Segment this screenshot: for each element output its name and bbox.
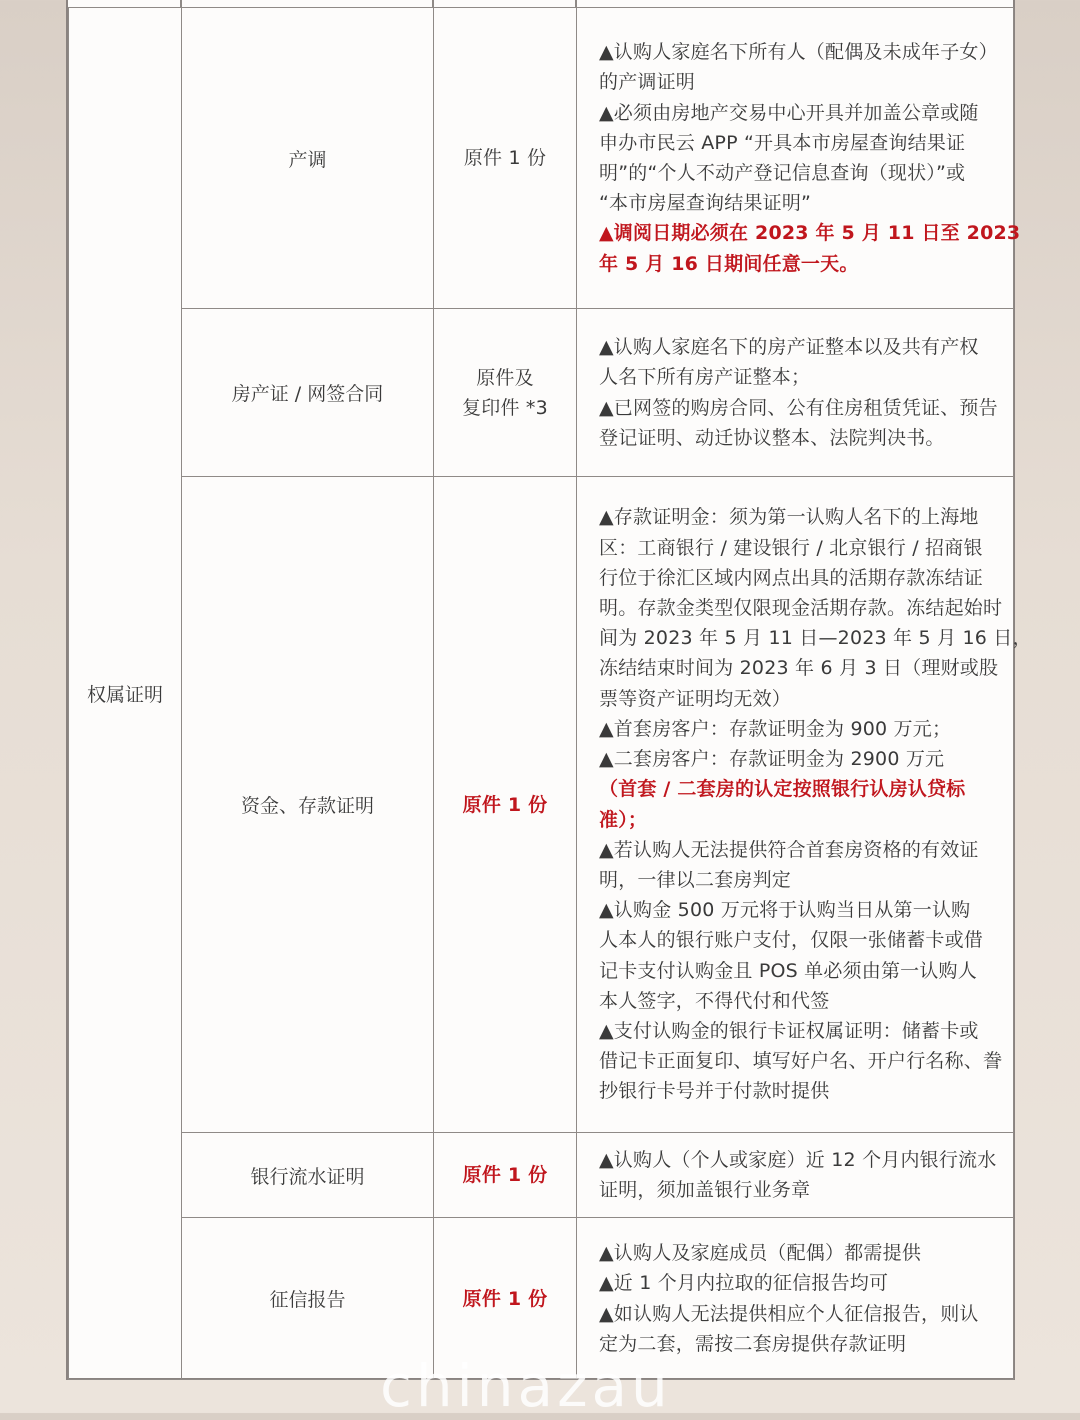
requirement-line: 冻结结束时间为 2023 年 6 月 3 日（理财或股	[599, 657, 999, 680]
quantity-cell	[434, 309, 577, 477]
requirement-line: 记卡支付认购金且 POS 单必须由第一认购人	[599, 959, 977, 982]
quantity-text: 原件及	[476, 366, 534, 389]
table-top-continuation	[68, 0, 1013, 7]
table-row	[69, 8, 1014, 309]
requirement-line: ▲若认购人无法提供符合首套房资格的有效证	[599, 838, 979, 861]
table-row	[69, 477, 1014, 1133]
requirement-line: ▲二套房客户：存款证明金为 2900 万元	[599, 748, 945, 771]
item-name: 房产证 / 网签合同	[231, 383, 384, 405]
requirement-line: 明”的“个人不动产登记信息查询（现状）”或	[599, 162, 966, 184]
quantity-text: 原件 1 份	[462, 1287, 548, 1310]
quantity-cell	[434, 477, 577, 1133]
quantity-text: 原件 1 份	[462, 1164, 548, 1186]
section-label: 权属证明	[86, 684, 163, 706]
requirement-line: 本人签字，不得代付和代签	[599, 989, 830, 1012]
requirement-line: ▲认购人及家庭成员（配偶）都需提供	[599, 1242, 922, 1265]
quantity-cell	[434, 1133, 577, 1218]
requirement-line: 抄银行卡号并于付款时提供	[599, 1080, 830, 1103]
watermark-text: chinazau	[380, 1352, 672, 1420]
requirement-cell	[577, 309, 1014, 477]
requirement-line: 定为二套，需按二套房提供存款证明	[599, 1332, 907, 1355]
requirement-cell	[577, 477, 1032, 1133]
requirement-line: ▲已网签的购房合同、公有住房租赁凭证、预告	[599, 396, 998, 419]
item-name-cell	[182, 8, 434, 309]
quantity-text: 原件 1 份	[463, 147, 547, 169]
requirement-line: ▲认购人（个人或家庭）近 12 个月内银行流水	[599, 1148, 997, 1171]
requirements-sheet	[66, 0, 1032, 1380]
requirement-line: （首套 / 二套房的认定按照银行认房认贷标	[599, 778, 966, 801]
requirement-line: ▲存款证明金：须为第一认购人名下的上海地	[599, 506, 979, 529]
requirement-line: 借记卡正面复印、填写好户名、开户行名称、誊	[599, 1050, 1003, 1073]
requirement-line: 证明，须加盖银行业务章	[599, 1179, 811, 1201]
requirement-line: 票等资产证明均无效）	[599, 687, 792, 710]
requirement-line: ▲调阅日期必须在 2023 年 5 月 11 日至 2023	[599, 222, 1021, 245]
item-name: 产调	[288, 148, 327, 171]
item-name: 征信报告	[269, 1289, 346, 1311]
requirement-line: ▲如认购人无法提供相应个人征信报告，则认	[599, 1302, 979, 1325]
table-row	[69, 309, 1014, 477]
item-name: 资金、存款证明	[240, 795, 374, 817]
requirement-line: 明。存款金类型仅限现金活期存款。冻结起始时	[599, 597, 1003, 620]
requirement-line: 间为 2023 年 5 月 11 日—2023 年 5 月 16 日，	[599, 627, 1032, 650]
requirement-line: 准）；	[599, 808, 648, 831]
item-name-cell	[182, 1133, 434, 1218]
requirement-line: ▲支付认购金的银行卡证权属证明：储蓄卡或	[599, 1019, 979, 1042]
requirement-line: 申办市民云 APP “开具本市房屋查询结果证	[599, 131, 966, 154]
requirement-line: 行位于徐汇区域内网点出具的活期存款冻结证	[599, 566, 984, 589]
requirement-line: 人本人的银行账户支付，仅限一张储蓄卡或借	[599, 929, 984, 952]
requirement-line: ▲认购金 500 万元将于认购当日从第一认购	[599, 899, 971, 922]
requirement-line: 明，一律以二套房判定	[599, 868, 792, 891]
requirement-line: 登记证明、动迁协议整本、法院判决书。	[599, 426, 945, 449]
requirement-line: ▲认购人家庭名下的房产证整本以及共有产权	[599, 336, 979, 359]
quantity-text: 复印件 *3	[462, 396, 548, 419]
requirement-line: 人名下所有房产证整本；	[599, 366, 811, 389]
table-row	[69, 1133, 1014, 1218]
quantity-cell	[434, 8, 577, 309]
requirement-line: ▲认购人家庭名下所有人（配偶及未成年子女）	[599, 41, 998, 64]
section-label-cell	[69, 8, 182, 1380]
requirement-line: ▲近 1 个月内拉取的征信报告均可	[599, 1272, 889, 1295]
requirement-line: ▲必须由房地产交易中心开具并加盖公章或随	[599, 101, 979, 124]
requirement-cell	[577, 1133, 1014, 1218]
item-name-cell	[182, 477, 434, 1133]
requirement-line: 年 5 月 16 日期间任意一天。	[599, 252, 859, 275]
requirement-line: 的产调证明	[599, 71, 696, 94]
item-name-cell	[182, 309, 434, 477]
quantity-text: 原件 1 份	[462, 793, 548, 816]
document-table	[68, 7, 1032, 1380]
requirement-line: 区：工商银行 / 建设银行 / 北京银行 / 招商银	[599, 536, 983, 559]
item-name: 银行流水证明	[250, 1165, 365, 1188]
requirement-line: ▲首套房客户：存款证明金为 900 万元；	[599, 717, 952, 740]
requirement-line: “本市房屋查询结果证明”	[599, 192, 812, 215]
requirement-cell	[577, 8, 1021, 309]
